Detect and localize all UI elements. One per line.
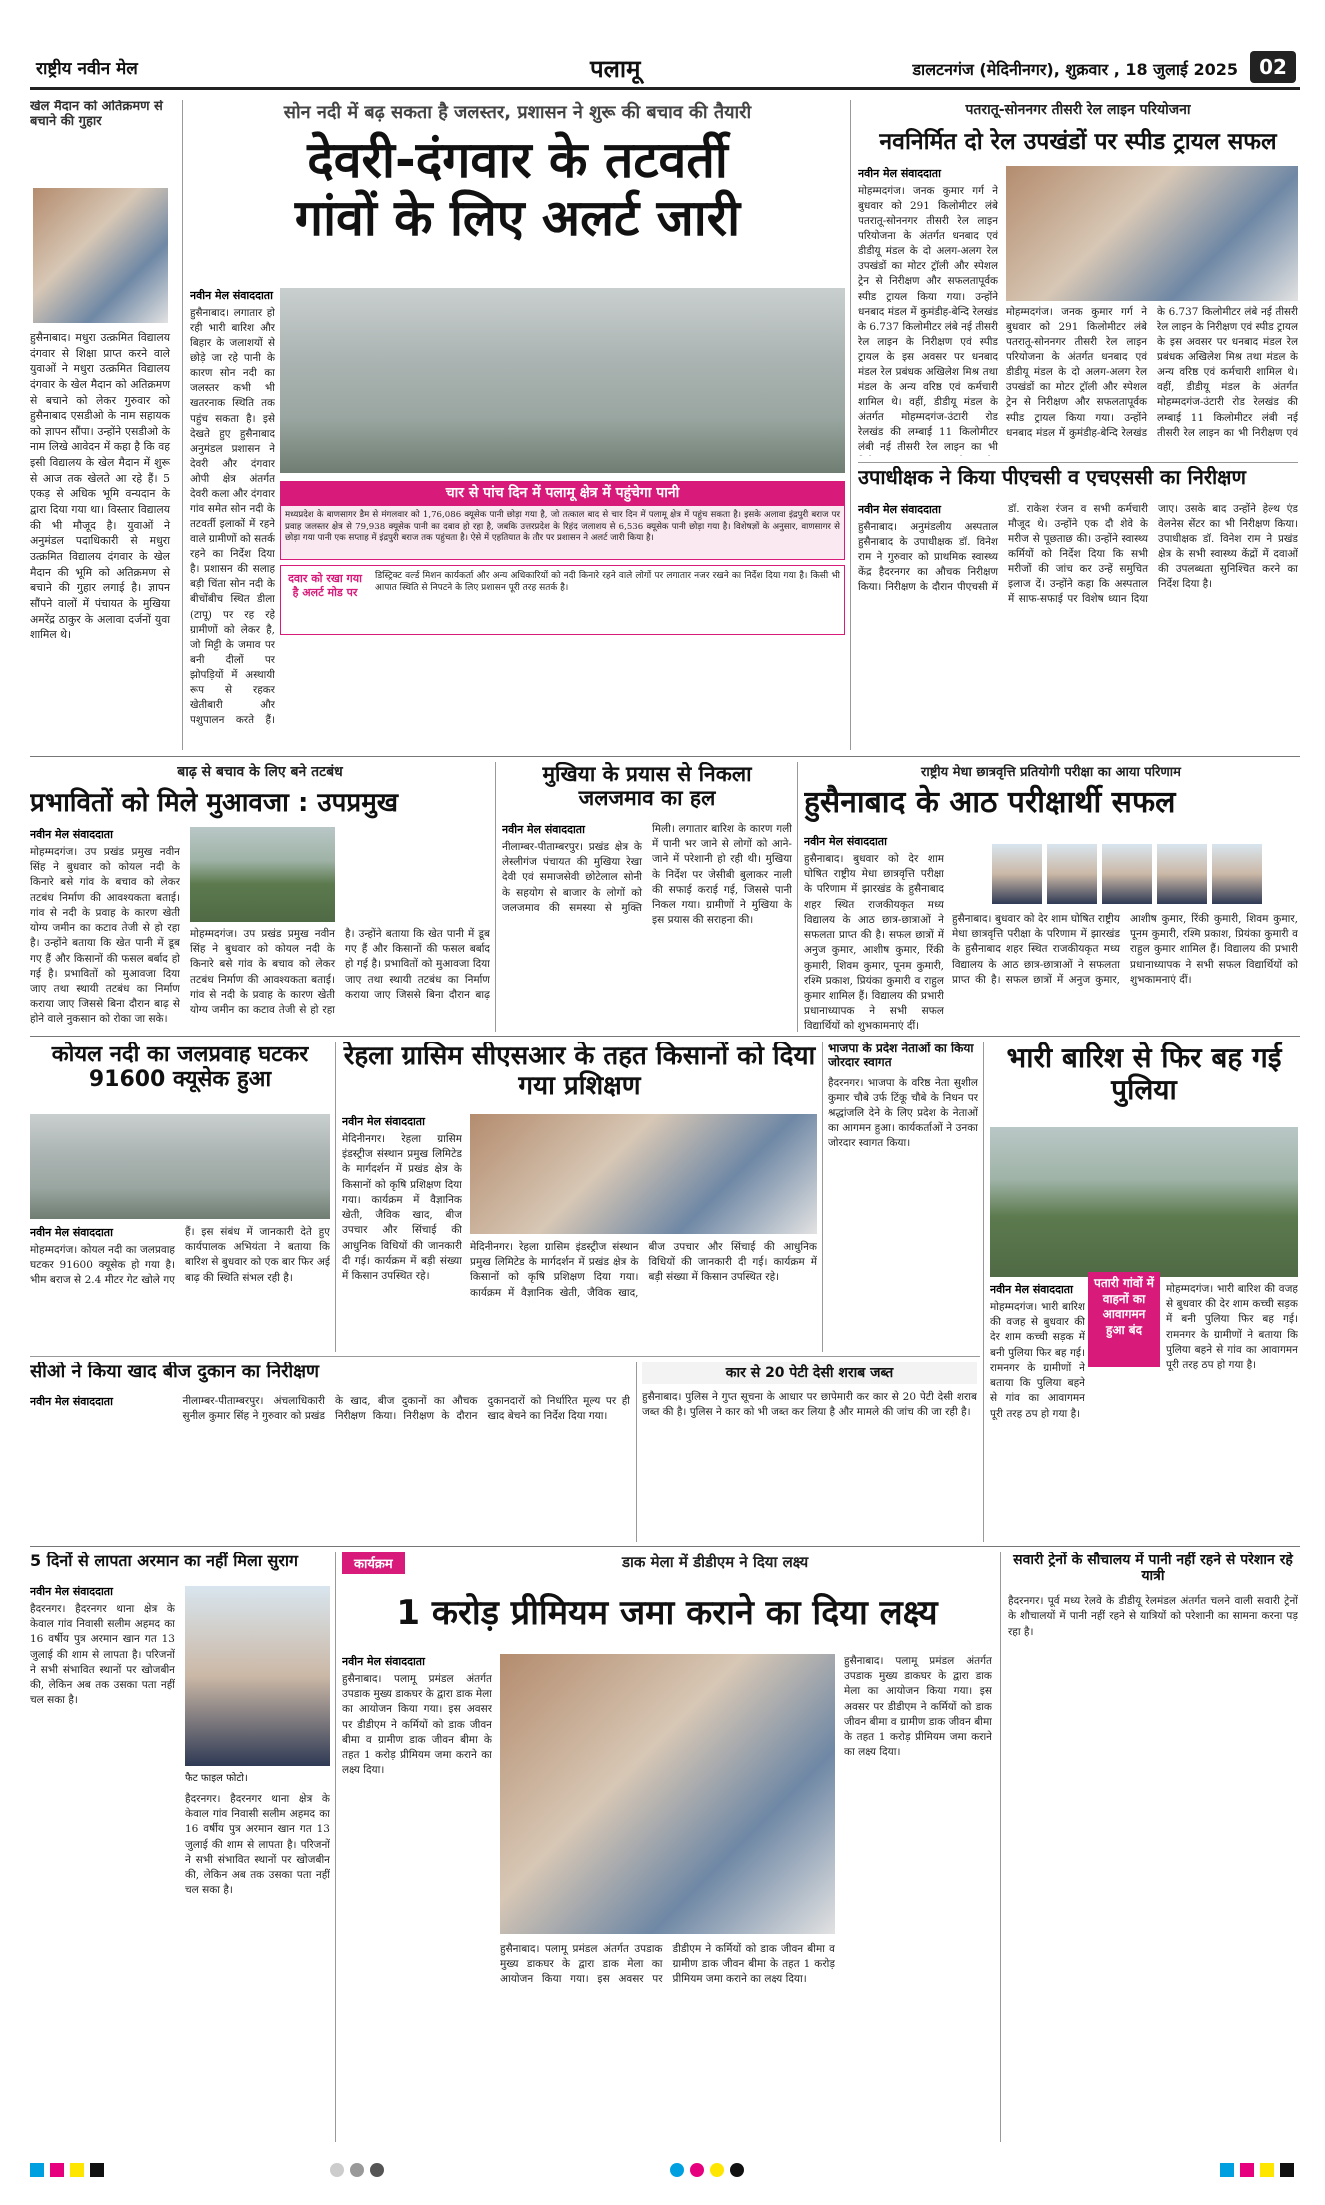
fertilizer-story: सीओ ने किया खाद बीज दुकान का निरीक्षण नवीन मेल संवाददाता नीलाम्बर-पीताम्बरपुर। अंचलाधिकारी सुनील कुमार सिंह ने गुरुवार को प्रखंड के खाद, बीज दुकानों का औचक निरीक्षण किया। निरीक्षण के दौरान दुकानदारों को निर्धारित मूल्य पर ही खाद बेचने का निर्देश दिया गया। xyxy=(30,1362,630,1542)
student-photo-1 xyxy=(992,844,1042,904)
exam-headline: हुसैनाबाद के आठ परीक्षार्थी सफल xyxy=(804,785,1176,820)
compensation-headline: प्रभावितों को मिले मुआवजा : उपप्रमुख xyxy=(30,788,399,818)
bridge-story: भारी बारिश से फिर बह गई पुलिया पतारी गांवों में वाहनों का आवागमन हुआ बंद नवीन मेल संवाददाता मोहम्मदगंज। भारी बारिश की वजह से बुधवार की देर शाम कच्ची सड़क में बनी पुलिया फिर बह गई। रामनगर के ग्रामीणों ने बताया कि पुलिया बहने से गांव का आवागमन पूरी तरह ठप हो गया है। मोहम्मदगंज। भारी बारिश की वजह से बुधवार की देर शाम कच्ची सड़क में बनी पुलिया फिर बह गई। रामनगर के ग्रामीणों ने बताया कि पुलिया बहने से गांव का आवागमन पूरी तरह ठप हो गया है। xyxy=(990,1042,1298,1542)
page-number: 02 xyxy=(1250,51,1296,83)
rail-story: पतरातू-सोननगर तीसरी रेल लाइन परियोजना नवनिर्मित दो रेल उपखंडों पर स्पीड ट्रायल सफल नवीन मेल संवाददाता मोहम्मदगंज। जनक कुमार गर्ग ने बुधवार को 291 किलोमीटर लंबे पतरातू-सोननगर तीसरी रेल लाइन परियोजना के अंतर्गत धनबाद एवं डीडीयू मंडल के दो अलग-अलग रेल उपखंडों का मोटर ट्रॉली और स्पेशल ट्रेन से निरीक्षण और सफलतापूर्वक स्पीड ट्रायल किया गया। उन्होंने धनबाद मंडल में कुमंडीह-बेन्दि रेलखंड के 6.737 किलोमीटर लंबे नई तीसरी रेल लाइन के निरीक्षण एवं स्पीड ट्रायल के इस अवसर पर धनबाद मंडल रेल प्रबंधक अखिलेश मिश्र तथा मंडल के अन्य वरिष्ठ एवं कर्मचारी शामिल थे। वहीं, डीडीयू मंडल के अंतर्गत मोहम्मदगंज-उंटारी रोड रेलखंड की लम्बाई 11 किलोमीटर लंबी नई तीसरी रेल लाइन का भी मोहम्मदगंज। जनक कुमार गर्ग ने बुधवार को 291 किलोमीटर लंबे पतरातू-सोननगर तीसरी रेल लाइन परियोजना के अंतर्गत धनबाद एवं डीडीयू मंडल के दो अलग-अलग रेल उपखंडों का मोटर ट्रॉली और स्पेशल ट्रेन से निरीक्षण और सफलतापूर्वक स्पीड ट्रायल किया गया। उन्होंने धनबाद मंडल में कुमंडीह-बेन्दि रेलखंड के 6.737 किलोमीटर लंबे नई तीसरी रेल लाइन के निरीक्षण एवं स्पीड ट्रायल के इस अवसर पर धनबाद मंडल रेल प्रबंधक अखिलेश मिश्र तथा मंडल के अन्य वरिष्ठ एवं कर्मचारी शामिल थे। वहीं, डीडीयू मंडल के अंतर्गत मोहम्मदगंज-उंटारी रोड रेलखंड की लम्बाई 11 किलोमीटर लंबी नई तीसरी रेल लाइन का भी निरीक्षण एवं xyxy=(858,100,1298,460)
koel-story: कोयल नदी का जलप्रवाह घटकर 91600 क्यूसेक हुआ नवीन मेल संवाददाता मोहम्मदगंज। कोयल नदी का जलप्रवाह घटकर 91600 क्यूसेक हो गया है। भीम बराज से 2.4 मीटर गेट खोले गए हैं। इस संबंध में जानकारी देते हुए कार्यपालक अभियंता ने बताया कि बारिश से बुधवार को एक बार फिर अई बाढ़ की स्थिति संभल रही है। xyxy=(30,1042,330,1352)
exam-story: राष्ट्रीय मेधा छात्रवृत्ति प्रतियोगी परीक्षा का आया परिणाम हुसैनाबाद के आठ परीक्षार्थी सफल नवीन मेल संवाददाता हुसैनाबाद। बुधवार को देर शाम घोषित राष्ट्रीय मेधा छात्रवृत्ति परीक्षा के परिणाम में झारखंड के हुसैनाबाद शहर स्थित राजकीयकृत मध्य विद्यालय के आठ छात्र-छात्राओं ने सफलता प्राप्त की है। सफल छात्रों में अनुज कुमार, आशीष कुमार, रिंकी कुमारी, शिवम कुमार, पूनम कुमारी, रश्मि प्रकाश, प्रियंका कुमारी व राहुल कुमार शामिल हैं। विद्यालय की प्रभारी प्रधानाध्यापक ने सभी सफल विद्यार्थियों को शुभकामनाएं दीं। हुसैनाबाद। बुधवार को देर शाम घोषित राष्ट्रीय मेधा छात्रवृत्ति परीक्षा के परिणाम में झारखंड के हुसैनाबाद शहर स्थित राजकीयकृत मध्य विद्यालय के आठ छात्र-छात्राओं ने सफलता प्राप्त की है। सफल छात्रों में अनुज कुमार, आशीष कुमार, रिंकी कुमारी, शिवम कुमार, पूनम कुमारी, रश्मि प्रकाश, प्रियंका कुमारी व राहुल कुमार शामिल हैं। विद्यालय की प्रभारी प्रधानाध्यापक ने सभी सफल विद्यार्थियों को शुभकामनाएं दीं। xyxy=(804,762,1298,1032)
bjp-headline: भाजपा के प्रदेश नेताओं का किया जोरदार स्वागत xyxy=(828,1042,974,1069)
missing-photo-caption: फैट फाइल फोटो। xyxy=(185,1773,248,1784)
missing-photo xyxy=(185,1586,330,1766)
mukhiya-headline: मुखिया के प्रयास से निकला जलजमाव का हल xyxy=(542,762,752,811)
dateline: डालटनगंज (मेदिनीनगर), शुक्रवार , 18 जुलाई 2025 xyxy=(912,60,1238,79)
exam-kicker: राष्ट्रीय मेधा छात्रवृत्ति प्रतियोगी परीक्षा का आया परिणाम xyxy=(921,765,1181,780)
koel-photo xyxy=(30,1114,330,1219)
rail-kicker: पतरातू-सोननगर तीसरी रेल लाइन परियोजना xyxy=(965,102,1191,118)
liquor-body: हुसैनाबाद। पुलिस ने गुप्त सूचना के आधार पर छापेमारी कर कार से 20 पेटी देसी शराब जब्त की है। पुलिस ने कार को भी जब्त कर लिया है और मामले की जांच की जा रही है। xyxy=(642,1391,977,1419)
lead-story xyxy=(190,100,845,750)
premium-kicker: कार्यक्रम xyxy=(342,1552,405,1574)
csr-story: रेहला ग्रासिम सीएसआर के तहत किसानों को दिया गया प्रशिक्षण नवीन मेल संवाददाता मेदिनीनगर। रेहला ग्रासिम इंडस्ट्रीज संस्थान प्रमुख लिमिटेड के मार्गदर्शन में प्रखंड क्षेत्र के किसानों को कृषि प्रशिक्षण दिया गया। कार्यक्रम में वैज्ञानिक खेती, जैविक खाद, बीज उपचार और सिंचाई की आधुनिक विधियों की जानकारी दी गई। कार्यक्रम में बड़ी संख्या में किसान उपस्थित रहे। मेदिनीनगर। रेहला ग्रासिम इंडस्ट्रीज संस्थान प्रमुख लिमिटेड के मार्गदर्शन में प्रखंड क्षेत्र के किसानों को कृषि प्रशिक्षण दिया गया। कार्यक्रम में वैज्ञानिक खेती, जैविक खाद, बीज उपचार और सिंचाई की आधुनिक विधियों की जानकारी दी गई। कार्यक्रम में बड़ी संख्या में किसान उपस्थित रहे। xyxy=(342,1042,817,1299)
lead-body: हुसैनाबाद। लगातार हो रही भारी बारिश और बिहार के जलाशयों से छोड़े जा रहे पानी के कारण सोन नदी का जलस्तर कभी भी खतरनाक स्थिति तक पहुंच सकता है। इसे देखते हुए हुसैनाबाद अनुमंडल प्रशासन ने देवरी और दंगवार ओपी क्षेत्र अंतर्गत देवरी कला और दंगवार गांव समेत सोन नदी के तटवर्ती इलाकों में रहने वाले ग्रामीणों को सतर्क रहने का निर्देश दिया है। प्रशासन की सलाह बड़ी चिंता सोन नदी के बीचोंबीच स्थित डीला (टापू) पर रह रहे ग्रामीणों को लेकर है, जो मिट्टी के जमाव पर बनी दीलों पर झोपड़ियों में अस्थायी रूप से रहकर खेतीबारी और पशुपालन करते हैं। xyxy=(190,307,275,727)
left-photo xyxy=(33,188,168,323)
phc-headline: उपाधीक्षक ने किया पीएचसी व एचएससी का निरीक्षण xyxy=(858,466,1246,489)
csr-headline: रेहला ग्रासिम सीएसआर के तहत किसानों को दिया गया प्रशिक्षण xyxy=(343,1042,816,1101)
premium-headline: 1 करोड़ प्रीमियम जमा कराने का दिया लक्ष्य xyxy=(396,1593,938,1633)
bjp-story xyxy=(828,1042,978,1352)
koel-headline: कोयल नदी का जलप्रवाह घटकर 91600 क्यूसेक हुआ xyxy=(51,1042,309,1093)
mukhiya-story: मुखिया के प्रयास से निकला जलजमाव का हल नवीन मेल संवाददाता नीलाम्बर-पीताम्बरपुर। प्रखंड क्षेत्र के लेस्लीगंज पंचायत की मुखिया रेखा देवी एवं समाजसेवी छोटेलाल सोनी के सहयोग से बाजार के लोगों को जलजमाव की समस्या से मुक्ति मिली। लगातार बारिश के कारण गली में पानी भर जाने से लोगों को आने-जाने में परेशानी हो रही थी। मुखिया के निर्देश पर जेसीबी बुलाकर नाली की सफाई कराई गई, जिससे पानी निकल गया। ग्रामीणों ने मुखिया के इस प्रयास की सराहना की। xyxy=(502,762,792,1032)
bridge-photo xyxy=(990,1127,1298,1277)
rail-body: मोहम्मदगंज। जनक कुमार गर्ग ने बुधवार को 291 किलोमीटर लंबे पतरातू-सोननगर तीसरी रेल लाइन परियोजना के अंतर्गत धनबाद एवं डीडीयू मंडल के दो अलग-अलग रेल उपखंडों का मोटर ट्रॉली और स्पेशल ट्रेन से निरीक्षण और सफलतापूर्वक स्पीड ट्रायल किया गया। उन्होंने धनबाद मंडल में कुमंडीह-बेन्दि रेलखंड के 6.737 किलोमीटर लंबे नई तीसरी रेल लाइन के निरीक्षण एवं स्पीड ट्रायल के इस अवसर पर धनबाद मंडल रेल प्रबंधक अखिलेश मिश्र तथा मंडल के अन्य वरिष्ठ एवं कर्मचारी शामिल थे। वहीं, डीडीयू मंडल के अंतर्गत मोहम्मदगंज-उंटारी रोड रेलखंड की लम्बाई 11 किलोमीटर लंबी नई तीसरी रेल लाइन का भी xyxy=(858,185,998,454)
csr-photo xyxy=(470,1114,817,1234)
fertilizer-headline: सीओ ने किया खाद बीज दुकान का निरीक्षण xyxy=(30,1362,320,1382)
lead-kicker: सोन नदी में बढ़ सकता है जलस्तर, प्रशासन ने शुरू की बचाव की तैयारी xyxy=(283,102,752,123)
rain-banner: चार से पांच दिन में पलामू क्षेत्र में पहुंचेगा पानी xyxy=(280,481,845,505)
missing-body: हैदरनगर। हैदरनगर थाना क्षेत्र के केवाल गांव निवासी सलीम अहमद का 16 वर्षीय पुत्र अरमान खान गत 13 जुलाई की शाम से लापता है। परिजनों ने सभी संभावित स्थानों पर खोजबीन की, लेकिन अब तक उसका पता नहीं चल सका है। xyxy=(30,1603,175,1707)
alert-callout: दवार को रखा गया है अलर्ट मोड पर xyxy=(288,572,362,600)
left-column-story xyxy=(30,100,175,750)
section-name: पलामू xyxy=(590,55,641,83)
missing-story: 5 दिनों से लापता अरमान का नहीं मिला सुराग नवीन मेल संवाददाता हैदरनगर। हैदरनगर थाना क्षेत्र के केवाल गांव निवासी सलीम अहमद का 16 वर्षीय पुत्र अरमान खान गत 13 जुलाई की शाम से लापता है। परिजनों ने सभी संभावित स्थानों पर खोजबीन की, लेकिन अब तक उसका पता नहीं चल सका है। फैट फाइल फोटो। हैदरनगर। हैदरनगर थाना क्षेत्र के केवाल गांव निवासी सलीम अहमद का 16 वर्षीय पुत्र अरमान खान गत 13 जुलाई की शाम से लापता है। परिजनों ने सभी संभावित स्थानों पर खोजबीन की, लेकिन अब तक उसका पता नहीं चल सका है। xyxy=(30,1552,330,1897)
rail-headline: नवनिर्मित दो रेल उपखंडों पर स्पीड ट्रायल सफल xyxy=(879,129,1277,155)
left-body: हुसैनाबाद। मधुरा उत्क्रमित विद्यालय दंगवार से शिक्षा प्राप्त करने वाले युवाओं ने मधुरा उत्क्रमित विद्यालय दंगवार के खेल मैदान को अतिक्रमण से बचाने को लेकर गुरुवार को हुसैनाबाद एसडीओ के नाम सहायक को ज्ञापन सौंपा। उन्होंने एसडीओ के नाम लिखे आवेदन में कहा है कि वह इसी विद्यालय के खेल मैदान में शुरू से आज तक खेलते आ रहे हैं। 5 एकड़ से अधिक भूमि वन्यदान के द्वारा दिया गया था। विस्तार विद्यालय की भी मौजूद है। युवाओं ने अनुमंडल पदाधिकारी से मधुरा उत्क्रमित विद्यालय दंगवार के खेल मैदान की भूमि को अतिक्रमण से बचाने की गुहार लगाई है। ज्ञापन सौंपने वालों में पंचायत के मुखिया अमरेंद्र ठाकुर के अलावा दर्जनों युवा शामिल थे। xyxy=(30,331,170,642)
lead-photo xyxy=(280,288,845,473)
compensation-body: मोहम्मदगंज। उप प्रखंड प्रमुख नवीन सिंह ने बुधवार को कोयल नदी के किनारे बसे गांव के बचाव को लेकर तटबंध निर्माण की आवश्यकता बताई। गांव से नदी के प्रवाह के कारण खेती योग्य जमीन का कटाव तेजी से हो रहा है। उन्होंने बताया कि खेत पानी में डूब गए हैं और किसानों की फसल बर्बाद हो गई है। प्रभावितों को मुआवजा दिया जाए तथा स्थायी तटबंध का निर्माण कराया जाए जिससे बिना दौरान बाढ़ से होने वाले नुकसान को रोका जा सके। xyxy=(30,846,180,1026)
koel-body: मोहम्मदगंज। कोयल नदी का जलप्रवाह घटकर 91600 क्यूसेक हो गया है। भीम बराज से 2.4 मीटर गेट खोले गए हैं। इस संबंध में जानकारी देते हुए कार्यपालक अभियंता ने बताया कि बारिश से बुधवार को एक बार फिर अई बाढ़ की स्थिति संभल रही है। xyxy=(30,1226,330,1287)
phc-body: हुसैनाबाद। अनुमंडलीय अस्पताल हुसैनाबाद के उपाधीक्षक डॉ. विनेश राम ने गुरुवार को प्राथमिक स्वास्थ्य केंद्र हैदरनगर का औचक निरीक्षण किया। निरीक्षण के दौरान पीएचसी में डॉ. राकेश रंजन व सभी कर्मचारी मौजूद थे। उन्होंने एक दौ शेवे के मरीज से पूछताछ की। उन्होंने स्वास्थ्य कर्मियों को निर्देश दिया कि सभी मरीजों की जांच कर उन्हें समुचित इलाज दें। उन्होंने कहा कि अस्पताल में साफ-सफाई पर विशेष ध्यान दिया जाए। उसके बाद उन्होंने हेल्थ एंड वेलनेस सेंटर का भी निरीक्षण किया। उपाधीक्षक डॉ. विनेश राम ने प्रखंड क्षेत्र के सभी स्वास्थ्य केंद्रों में दवाओं की उपलब्धता सुनिश्चित करने का निर्देश दिया है। xyxy=(858,503,1298,606)
paper-name: राष्ट्रीय नवीन मेल xyxy=(36,59,138,79)
compensation-kicker: बाढ़ से बचाव के लिए बने तटबंध xyxy=(177,764,343,780)
bridge-badge: पतारी गांवों में वाहनों का आवागमन हुआ बंद xyxy=(1088,1272,1160,1367)
premium-kicker-2: डाक मेला में डीडीएम ने दिया लक्ष्य xyxy=(622,1553,809,1571)
lead-headline-1: देवरी-दंगवार के तटवर्ती xyxy=(307,131,728,189)
premium-photo xyxy=(500,1654,835,1934)
student-photo-2 xyxy=(1047,844,1097,904)
rain-box: मध्यप्रदेश के बाणसागर डैम से मंगलवार को 1,76,086 क्यूसेक पानी छोड़ा गया है, जो तत्काल बाद से चार दिन में पलामू क्षेत्र में पहुंच सकता है। इसके अलावा इंद्रपुरी बराज पर प्रवाह जलस्तर क्षेत्र से 79,938 क्यूसेक पानी का दबाव हो रहा है, जबकि उत्तरप्रदेश के रिहंद जलाशय से 6,536 क्यूसेक पानी छोड़ा गया है। विशेषज्ञों के अनुसार, वाणसागर से छोड़ा गया पानी एक सप्ताह में इंद्रपुरी बराज तक पहुंचता है। ऐसे में एहतियात के तौर पर प्रशासन ने अलर्ट जारी किया है। xyxy=(280,505,845,560)
footer-color-bar xyxy=(30,2160,1300,2180)
csr-body: मेदिनीनगर। रेहला ग्रासिम इंडस्ट्रीज संस्थान प्रमुख लिमिटेड के मार्गदर्शन में प्रखंड क्षेत्र के किसानों को कृषि प्रशिक्षण दिया गया। कार्यक्रम में वैज्ञानिक खेती, जैविक खाद, बीज उपचार और सिंचाई की आधुनिक विधियों की जानकारी दी गई। कार्यक्रम में बड़ी संख्या में किसान उपस्थित रहे। xyxy=(342,1133,462,1282)
masthead xyxy=(30,50,1300,90)
exam-body: हुसैनाबाद। बुधवार को देर शाम घोषित राष्ट्रीय मेधा छात्रवृत्ति परीक्षा के परिणाम में झारखंड के हुसैनाबाद शहर स्थित राजकीयकृत मध्य विद्यालय के आठ छात्र-छात्राओं ने सफलता प्राप्त की है। सफल छात्रों में अनुज कुमार, आशीष कुमार, रिंकी कुमारी, शिवम कुमार, पूनम कुमारी, रश्मि प्रकाश, प्रियंका कुमारी व राहुल कुमार शामिल हैं। विद्यालय की प्रभारी प्रधानाध्यापक ने सभी सफल विद्यार्थियों को शुभकामनाएं दीं। xyxy=(804,853,944,1032)
student-photo-5 xyxy=(1212,844,1262,904)
rail-photo xyxy=(1006,166,1298,301)
missing-headline: 5 दिनों से लापता अरमान का नहीं मिला सुराग xyxy=(30,1552,299,1570)
left-headline: खेल मैदान को अतिक्रमण से बचाने की गुहार xyxy=(30,100,163,129)
bjp-body: हैदरनगर। भाजपा के वरिष्ठ नेता सुशील कुमार चौबे उर्फ टिंकू चौबे के निधन पर श्रद्धांजलि देने के लिए प्रदेश के नेताओं का आगमन हुआ। कार्यकर्ताओं ने उनका जोरदार स्वागत किया। xyxy=(828,1076,978,1150)
lead-byline: नवीन मेल संवाददाता xyxy=(190,289,273,302)
premium-story: कार्यक्रम डाक मेला में डीडीएम ने दिया लक्ष्य 1 करोड़ प्रीमियम जमा कराने का दिया लक्ष्य नवीन मेल संवाददाता हुसैनाबाद। पलामू प्रमंडल अंतर्गत उपडाक मुख्य डाकघर के द्वारा डाक मेला का आयोजन किया गया। इस अवसर पर डीडीएम ने कर्मियों को डाक जीवन बीमा व ग्रामीण डाक जीवन बीमा के तहत 1 करोड़ प्रीमियम जमा कराने का लक्ष्य दिया। हुसैनाबाद। पलामू प्रमंडल अंतर्गत उपडाक मुख्य डाकघर के द्वारा डाक मेला का आयोजन किया गया। इस अवसर पर डीडीएम ने कर्मियों को डाक जीवन बीमा व ग्रामीण डाक जीवन बीमा के तहत 1 करोड़ प्रीमियम जमा कराने का लक्ष्य दिया। हुसैनाबाद। पलामू प्रमंडल अंतर्गत उपडाक मुख्य डाकघर के द्वारा डाक मेला का आयोजन किया गया। इस अवसर पर डीडीएम ने कर्मियों को डाक जीवन बीमा व ग्रामीण डाक जीवन बीमा के तहत 1 करोड़ प्रीमियम जमा कराने का लक्ष्य दिया। xyxy=(342,1553,992,1986)
train-story xyxy=(1008,1552,1298,2142)
phc-story: उपाधीक्षक ने किया पीएचसी व एचएससी का निरीक्षण नवीन मेल संवाददाता हुसैनाबाद। अनुमंडलीय अस्पताल हुसैनाबाद के उपाधीक्षक डॉ. विनेश राम ने गुरुवार को प्राथमिक स्वास्थ्य केंद्र हैदरनगर का औचक निरीक्षण किया। निरीक्षण के दौरान पीएचसी में डॉ. राकेश रंजन व सभी कर्मचारी मौजूद थे। उन्होंने एक दौ शेवे के मरीज से पूछताछ की। उन्होंने स्वास्थ्य कर्मियों को निर्देश दिया कि सभी मरीजों की जांच कर उन्हें समुचित इलाज दें। उन्होंने कहा कि अस्पताल में साफ-सफाई पर विशेष ध्यान दिया जाए। उसके बाद उन्होंने हेल्थ एंड वेलनेस सेंटर का भी निरीक्षण किया। उपाधीक्षक डॉ. विनेश राम ने प्रखंड क्षेत्र के सभी स्वास्थ्य केंद्रों में दवाओं की उपलब्धता सुनिश्चित करने का निर्देश दिया है। xyxy=(858,466,1298,750)
train-body: हैदरनगर। पूर्व मध्य रेलवे के डीडीयू रेलमंडल अंतर्गत चलने वाली सवारी ट्रेनों के शौचालयों में पानी नहीं रहने से यात्रियों को परेशानी का सामना करना पड़ रहा है। xyxy=(1008,1595,1298,1638)
liquor-story xyxy=(642,1362,977,1542)
alert-box: दवार को रखा गया है अलर्ट मोड पर डिस्ट्रिक्ट वर्ल्ड मिशन कार्यकर्ता और अन्य अधिकारियों को नदी किनारे रहने वाले लोगों पर लगातार नजर रखने का निर्देश दिया गया है। किसी भी आपात स्थिति से निपटने के लिए प्रशासन पूरी तरह सतर्क है। xyxy=(280,565,845,635)
premium-body: हुसैनाबाद। पलामू प्रमंडल अंतर्गत उपडाक मुख्य डाकघर के द्वारा डाक मेला का आयोजन किया गया। इस अवसर पर डीडीएम ने कर्मियों को डाक जीवन बीमा व ग्रामीण डाक जीवन बीमा के तहत 1 करोड़ प्रीमियम जमा कराने का लक्ष्य दिया। xyxy=(342,1673,492,1777)
mukhiya-body: नीलाम्बर-पीताम्बरपुर। प्रखंड क्षेत्र के लेस्लीगंज पंचायत की मुखिया रेखा देवी एवं समाजसेवी छोटेलाल सोनी के सहयोग से बाजार के लोगों को जलजमाव की समस्या से मुक्ति मिली। लगातार बारिश के कारण गली में पानी भर जाने से लोगों को आने-जाने में परेशानी हो रही थी। मुखिया के निर्देश पर जेसीबी बुलाकर नाली की सफाई कराई गई, जिससे पानी निकल गया। ग्रामीणों ने मुखिया के इस प्रयास की सराहना की। xyxy=(502,823,792,927)
train-headline: सवारी ट्रेनों के सौचालय में पानी नहीं रहने से परेशान रहे यात्री xyxy=(1013,1552,1293,1585)
compensation-photo xyxy=(190,827,335,922)
compensation-story: बाढ़ से बचाव के लिए बने तटबंध प्रभावितों को मिले मुआवजा : उपप्रमुख नवीन मेल संवाददाता मोहम्मदगंज। उप प्रखंड प्रमुख नवीन सिंह ने बुधवार को कोयल नदी के किनारे बसे गांव के बचाव को लेकर तटबंध निर्माण की आवश्यकता बताई। गांव से नदी के प्रवाह के कारण खेती योग्य जमीन का कटाव तेजी से हो रहा है। उन्होंने बताया कि खेत पानी में डूब गए हैं और किसानों की फसल बर्बाद हो गई है। प्रभावितों को मुआवजा दिया जाए तथा स्थायी तटबंध का निर्माण कराया जाए जिससे बिना दौरान बाढ़ से होने वाले नुकसान को रोका जा सके। मोहम्मदगंज। उप प्रखंड प्रमुख नवीन सिंह ने बुधवार को कोयल नदी के किनारे बसे गांव के बचाव को लेकर तटबंध निर्माण की आवश्यकता बताई। गांव से नदी के प्रवाह के कारण खेती योग्य जमीन का कटाव तेजी से हो रहा है। उन्होंने बताया कि खेत पानी में डूब गए हैं और किसानों की फसल बर्बाद हो गई है। प्रभावितों को मुआवजा दिया जाए तथा स्थायी तटबंध का निर्माण कराया जाए जिससे बिना दौरान बाढ़ xyxy=(30,762,490,1032)
bridge-headline: भारी बारिश से फिर बह गई पुलिया xyxy=(1006,1042,1282,1107)
student-photo-3 xyxy=(1102,844,1152,904)
fertilizer-body: नीलाम्बर-पीताम्बरपुर। अंचलाधिकारी सुनील कुमार सिंह ने गुरुवार को प्रखंड के खाद, बीज दुकानों का औचक निरीक्षण किया। निरीक्षण के दौरान दुकानदारों को निर्धारित मूल्य पर ही खाद बेचने का निर्देश दिया गया। xyxy=(182,1395,630,1423)
lead-headline-2: गांवों के लिए अलर्ट जारी xyxy=(294,188,741,247)
student-photo-4 xyxy=(1157,844,1207,904)
liquor-headline: कार से 20 पेटी देसी शराब जब्त xyxy=(642,1362,977,1384)
bridge-body: मोहम्मदगंज। भारी बारिश की वजह से बुधवार की देर शाम कच्ची सड़क में बनी पुलिया फिर बह गई। रामनगर के ग्रामीणों ने बताया कि पुलिया बहने से गांव का आवागमन पूरी तरह ठप हो गया है। xyxy=(990,1301,1085,1420)
